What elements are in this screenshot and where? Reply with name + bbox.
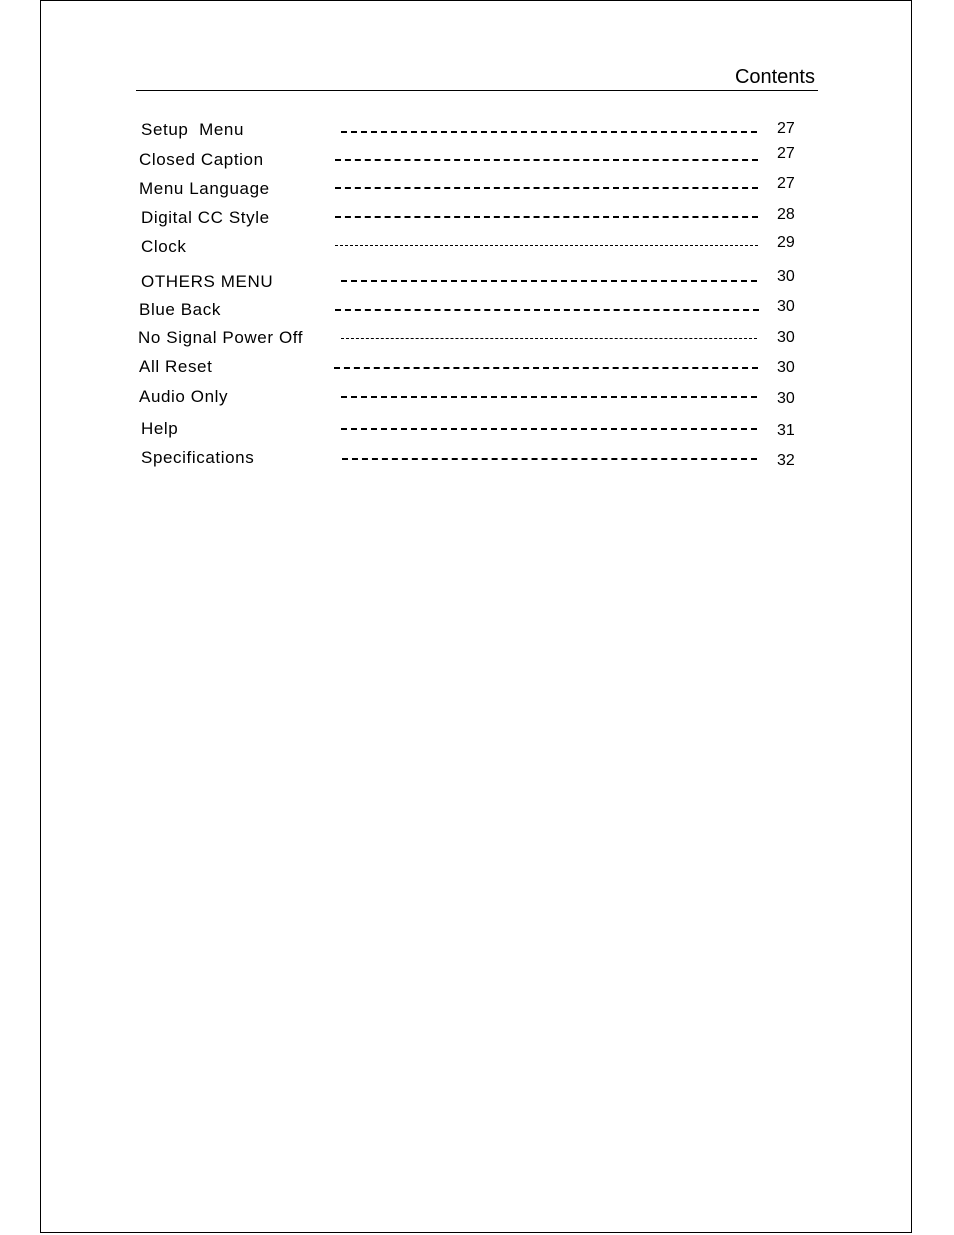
page-title: Contents [734,66,815,88]
toc-entry-label: Blue Back [139,300,221,319]
toc-leader [341,428,757,430]
toc-entry-specifications[interactable] [0,448,954,472]
toc-leader [335,159,758,161]
toc-entry-page: 30 [777,390,795,407]
toc-entry-clock[interactable] [0,234,954,261]
toc-entry-help[interactable] [0,419,954,443]
toc-entry-label: Closed Caption [139,150,264,169]
toc-entry-audio-only[interactable] [0,387,954,411]
toc-leader [341,338,757,339]
toc-entry-menu-language[interactable] [0,175,954,203]
toc-entry-page: 30 [777,359,795,376]
toc-entry-page: 27 [777,145,795,162]
toc-entry-no-signal-power-off[interactable] [0,328,954,352]
toc-entry-page: 27 [777,120,795,137]
toc-leader [341,396,757,398]
toc-entry-page: 30 [777,329,795,346]
toc-entry-label: Digital CC Style [141,208,270,227]
toc-entry-page: 31 [777,422,795,439]
toc-entry-all-reset[interactable] [0,357,954,381]
toc-entry-blue-back[interactable] [0,300,954,324]
toc-entry-label: Help [141,419,179,438]
toc-entry-page: 29 [777,234,795,251]
toc-leader [341,131,757,133]
toc-leader [335,187,758,189]
toc-entry-page: 28 [777,206,795,223]
toc-leader [341,280,757,282]
toc-entry-label: Specifications [141,448,255,467]
toc-entry-page: 30 [777,268,795,285]
toc-entry-label: All Reset [139,357,213,376]
toc-entry-page: 32 [777,452,795,469]
toc-entry-label: No Signal Power Off [138,328,304,347]
header-rule [136,90,818,91]
toc-leader [335,245,758,246]
toc-entry-page: 27 [777,175,795,192]
toc-entry-closed-caption[interactable] [0,145,954,174]
toc-entry-label: OTHERS MENU [141,272,274,291]
toc-entry-digital-cc-style[interactable] [0,208,954,232]
toc-leader [342,458,757,460]
toc-leader [334,367,758,369]
toc-entry-setup-menu[interactable] [0,120,954,144]
toc-entry-page: 30 [777,298,795,315]
toc-entry-label: Setup Menu [141,120,244,139]
toc-entry-label: Audio Only [139,387,229,406]
toc-entry-others-menu[interactable] [0,268,954,296]
toc-leader [335,309,759,311]
toc-entry-label: Menu Language [139,179,270,198]
toc-leader [335,216,758,218]
toc-entry-label: Clock [141,237,187,256]
